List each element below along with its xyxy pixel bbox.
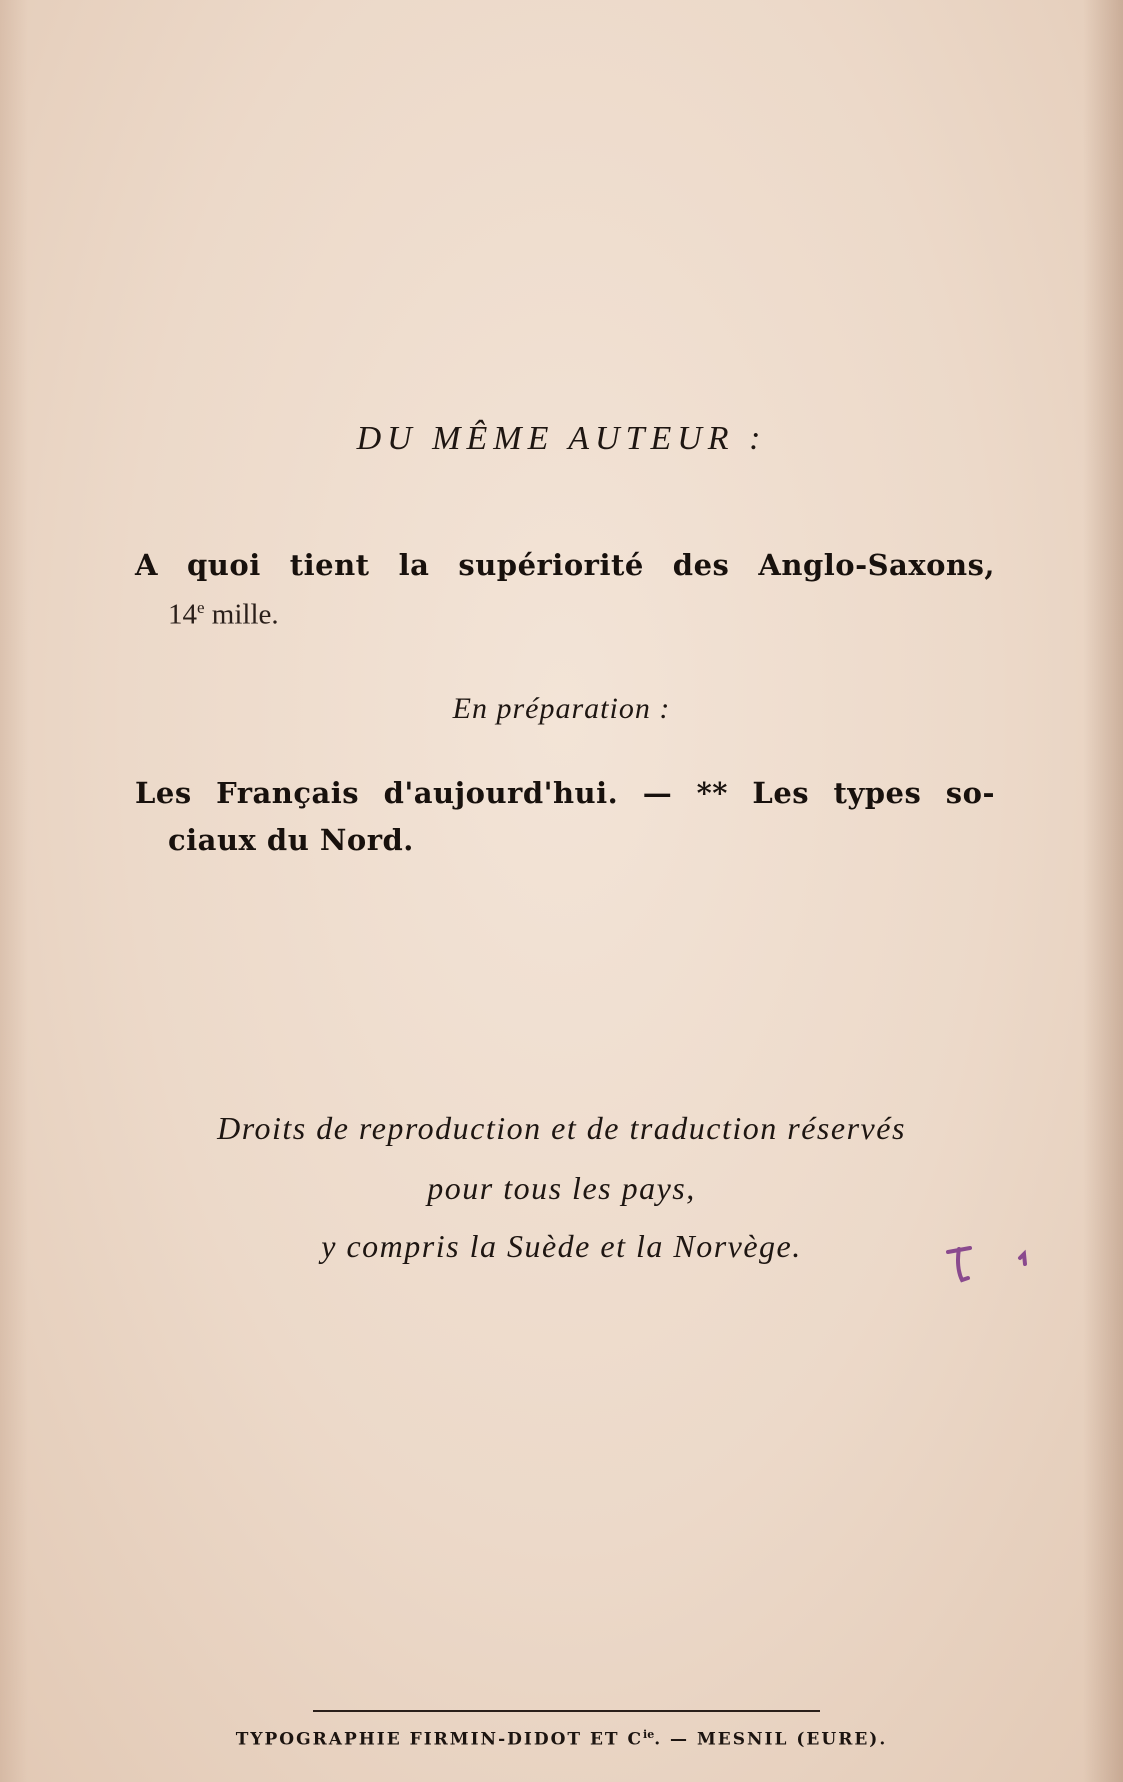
edition-superscript: e [197, 598, 205, 617]
work-title: A quoi tient la supériorité des Anglo-Saxons, [135, 548, 995, 582]
rights-line-2: pour tous les pays, [427, 1170, 696, 1206]
page-shadow-left [0, 0, 28, 1782]
preparation-line-2: ciaux du Nord. [168, 823, 414, 857]
preparation-line-1: Les Français d'aujourd'hui. — ** Les types so- [135, 776, 995, 810]
in-preparation-label: En préparation : [452, 692, 671, 725]
imprint-text: TYPOGRAPHIE FIRMIN-DIDOT ET C [235, 1729, 644, 1750]
rights-line-3: y compris la Suède et la Norvège. [321, 1228, 802, 1264]
edition-number: 14 [168, 598, 197, 631]
same-author-heading: DU MÊME AUTEUR : [356, 420, 767, 457]
work-edition [168, 598, 279, 632]
footer-rule [313, 1710, 820, 1712]
imprint-place: . — MESNIL (EURE). [654, 1729, 888, 1750]
imprint-superscript: ie [643, 1728, 655, 1741]
edition-suffix: mille. [204, 598, 279, 631]
printer-imprint [0, 1728, 1123, 1750]
page-shadow-right [1083, 0, 1123, 1782]
rights-line-1: Droits de reproduction et de traduction réservés [217, 1110, 906, 1146]
handwritten-mark-icon [940, 1238, 1030, 1288]
